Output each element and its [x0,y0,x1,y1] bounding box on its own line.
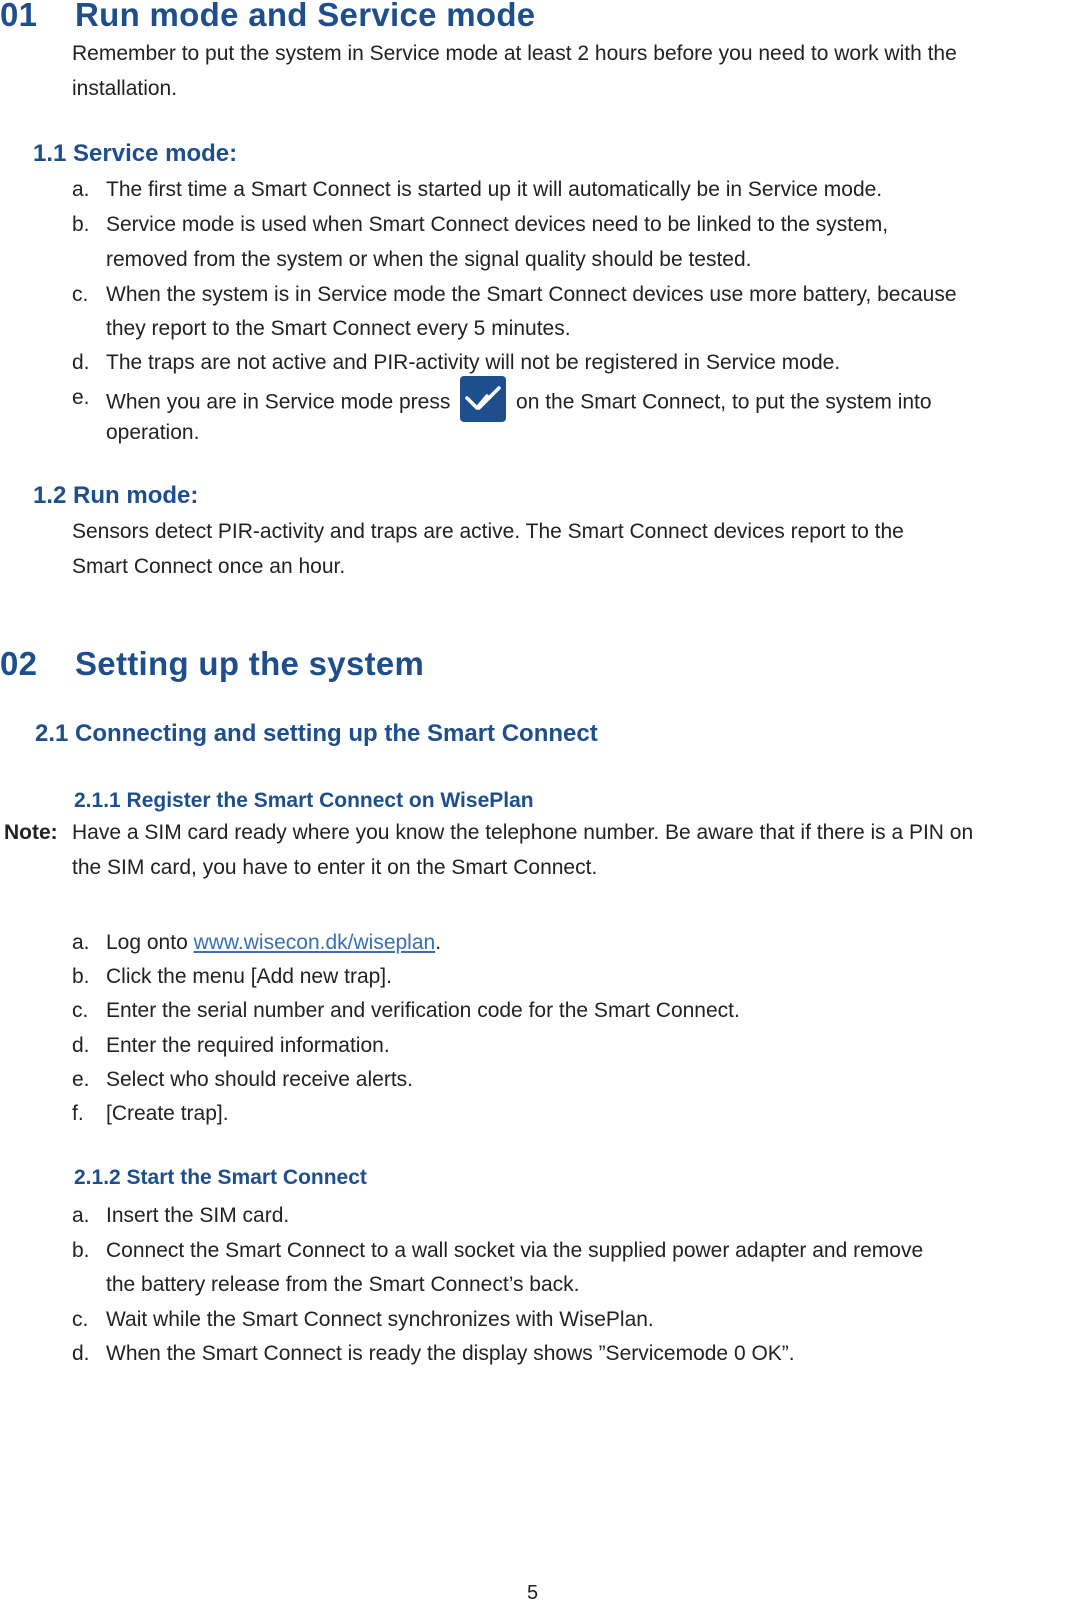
section-title: Run mode and Service mode [75,0,536,33]
list-marker: f. [72,1102,84,1125]
list-marker: d. [72,1034,90,1057]
run-mode-paragraph-line1: Sensors detect PIR-activity and traps are active. The Smart Connect devices report to the [72,520,904,543]
section-title: Setting up the system [75,645,425,682]
list-marker: a. [72,1204,90,1227]
list-marker: b. [72,965,90,988]
link-prefix-text: Log onto [106,931,194,954]
list-item-text [106,380,932,426]
section-01-heading [0,0,1079,36]
list-marker: e. [72,386,90,409]
list-marker: c. [72,999,89,1022]
list-item-text: Select who should receive alerts. [106,1068,413,1091]
list-item-text: operation. [106,421,200,444]
note-text-line1: Have a SIM card ready where you know the telephone number. Be aware that if there is a PIN on [72,821,974,844]
list-item-text: removed from the system or when the signal quality should be tested. [106,248,752,271]
list-item-text: they report to the Smart Connect every 5 minutes. [106,317,571,340]
page-number: 5 [527,1582,539,1604]
list-item-text: When the Smart Connect is ready the display shows ”Servicemode 0 OK”. [106,1342,795,1365]
subsubheading-register: 2.1.1 Register the Smart Connect on WisePlan [74,789,534,812]
list-item-text-before-icon: When you are in Service mode press [106,390,451,414]
list-item-text: [Create trap]. [106,1102,229,1125]
subheading-service-mode: 1.1 Service mode: [33,140,238,167]
list-item-text: the battery release from the Smart Connect’s back. [106,1273,580,1296]
section-02-heading [0,645,1079,685]
checkmark-icon [460,376,506,422]
list-item-text: Service mode is used when Smart Connect devices need to be linked to the system, [106,213,889,236]
note-text-line2: the SIM card, you have to enter it on the Smart Connect. [72,856,598,879]
list-marker: e. [72,1068,90,1091]
list-item-text: Enter the required information. [106,1034,390,1057]
wiseplan-link[interactable]: www.wisecon.dk/wiseplan [193,931,436,954]
list-item-text: Connect the Smart Connect to a wall socket via the supplied power adapter and remove [106,1239,924,1262]
list-item-text [106,925,441,960]
subsubheading-start: 2.1.2 Start the Smart Connect [74,1166,367,1189]
section-number: 02 [0,645,38,682]
list-marker: a. [72,178,90,201]
list-item-text: Enter the serial number and verification code for the Smart Connect. [106,999,740,1022]
link-suffix-text: . [435,931,442,954]
list-item-text: Wait while the Smart Connect synchronizes with WisePlan. [106,1308,654,1331]
subheading-connecting: 2.1 Connecting and setting up the Smart Connect [35,720,598,747]
list-marker: d. [72,1342,90,1365]
list-item-text: The first time a Smart Connect is started up it will automatically be in Service mode. [106,178,883,201]
list-item-text: Click the menu [Add new trap]. [106,965,392,988]
list-item-text: The traps are not active and PIR-activity will not be registered in Service mode. [106,351,841,374]
list-marker: b. [72,1239,90,1262]
list-marker: b. [72,213,90,236]
run-mode-paragraph-line2: Smart Connect once an hour. [72,555,346,578]
list-marker: d. [72,351,90,374]
list-marker: c. [72,1308,89,1331]
list-item-text: When the system is in Service mode the Smart Connect devices use more battery, because [106,283,957,306]
list-item-text-after-icon: on the Smart Connect, to put the system into [516,390,932,414]
list-item-text: Insert the SIM card. [106,1204,290,1227]
note-label: Note: [4,821,58,844]
list-marker: a. [72,931,90,954]
intro-paragraph-line2: installation. [72,77,178,100]
list-marker: c. [72,283,89,306]
intro-paragraph-line1: Remember to put the system in Service mode at least 2 hours before you need to work with the [72,42,957,65]
subheading-run-mode: 1.2 Run mode: [33,482,199,509]
section-number: 01 [0,0,38,33]
